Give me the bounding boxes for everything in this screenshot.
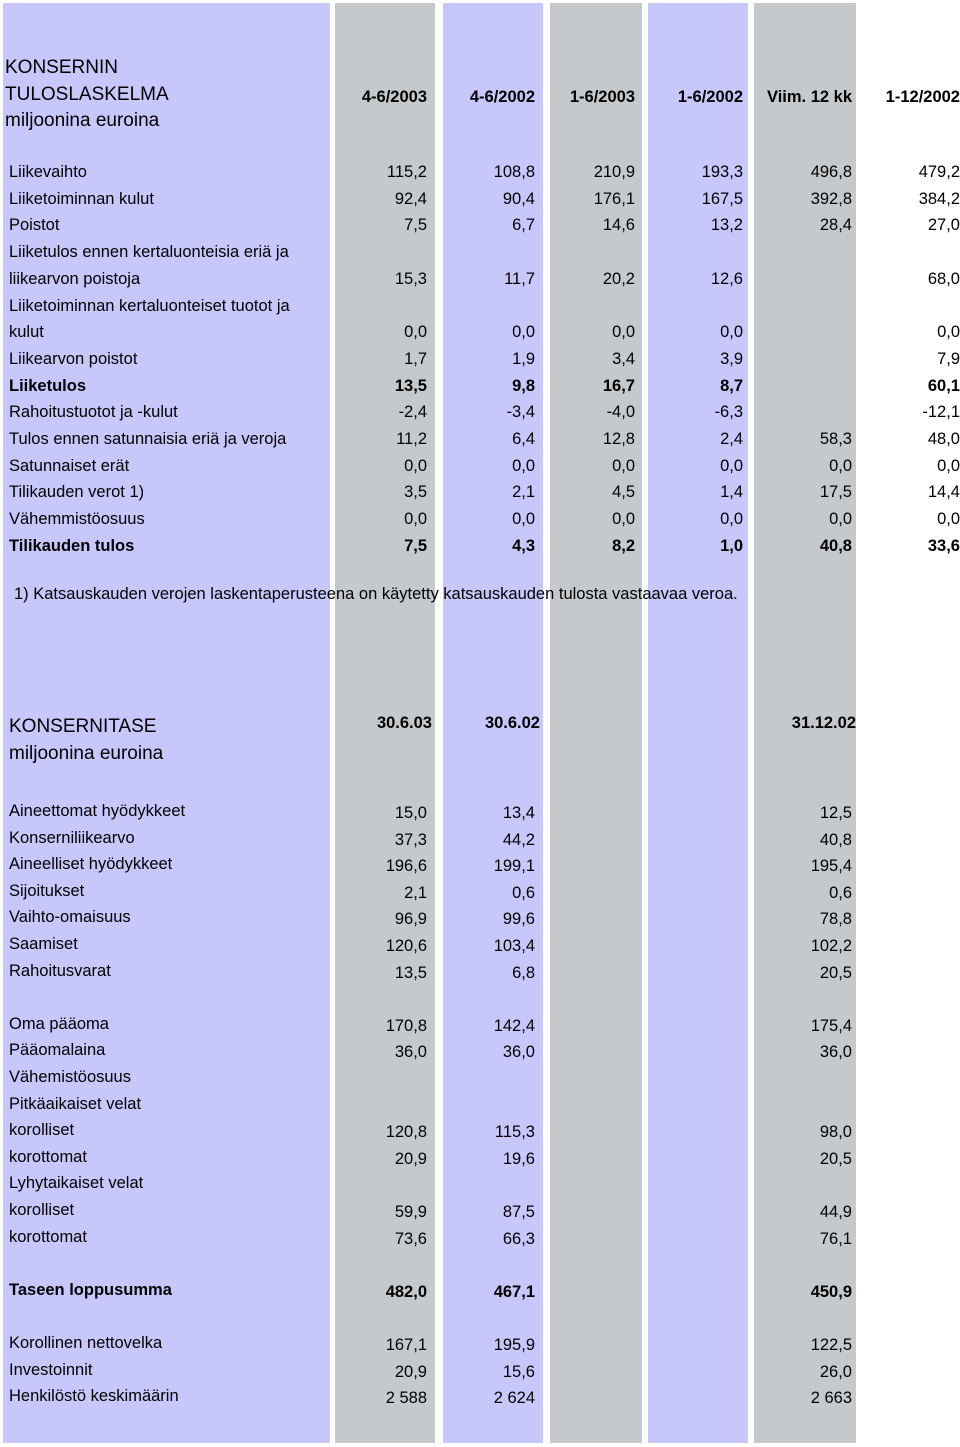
balance-cell: 195,9: [493, 1336, 535, 1354]
balance-cell: 36,0: [502, 1043, 535, 1061]
balance-row-label: Henkilöstö keskimäärin: [9, 1387, 179, 1405]
balance-title: KONSERNITASE: [9, 716, 157, 737]
income-title-line1: KONSERNIN: [5, 57, 118, 78]
income-cell: 2,1: [512, 483, 535, 501]
income-cell: 392,8: [810, 190, 852, 208]
income-cell: 3,9: [720, 350, 743, 368]
balance-cell: 2 663: [810, 1389, 852, 1407]
balance-cell: 15,0: [394, 804, 427, 822]
balance-cell: 13,4: [502, 804, 535, 822]
balance-cell: 12,5: [819, 804, 852, 822]
balance-row-label: Saamiset: [9, 935, 78, 953]
balance-cell: 26,0: [819, 1363, 852, 1381]
income-cell: 0,0: [829, 510, 852, 528]
income-cell: 12,8: [602, 430, 635, 448]
income-row-label: Liiketoiminnan kulut: [9, 190, 154, 208]
income-cell: 0,0: [937, 510, 960, 528]
balance-row-label: Vähemistöosuus: [9, 1068, 131, 1086]
balance-row-label: Sijoitukset: [9, 882, 85, 900]
income-row-label: Vähemmistöosuus: [9, 510, 145, 528]
income-cell: 58,3: [819, 430, 852, 448]
balance-row-label: Rahoitusvarat: [9, 962, 111, 980]
income-cell: -3,4: [506, 403, 535, 421]
income-cell: 0,0: [404, 323, 427, 341]
balance-row-label: Pitkäaikaiset velat: [9, 1095, 142, 1113]
income-row-label: Tilikauden verot 1): [9, 483, 145, 501]
balance-row-label: korolliset: [9, 1121, 75, 1139]
income-row-label: Liiketoiminnan kertaluonteiset tuotot ja: [9, 297, 290, 315]
income-cell: 27,0: [927, 216, 960, 234]
income-cell: 9,8: [512, 377, 535, 395]
balance-col-header: 31.12.02: [791, 714, 856, 732]
balance-cell: 13,5: [394, 964, 427, 982]
income-row-label: Tilikauden tulos: [9, 537, 135, 555]
income-unit: miljoonina euroina: [5, 110, 160, 131]
balance-cell: 99,6: [502, 910, 535, 928]
income-cell: 6,7: [512, 216, 535, 234]
income-cell: 8,7: [720, 377, 743, 395]
balance-cell: 40,8: [819, 831, 852, 849]
income-cell: 7,5: [404, 216, 427, 234]
balance-cell: 87,5: [502, 1203, 535, 1221]
income-cell: 0,0: [612, 323, 635, 341]
income-cell: 15,3: [394, 270, 427, 288]
balance-cell: 142,4: [493, 1017, 535, 1035]
income-cell: 1,0: [720, 537, 743, 555]
income-cell: 40,8: [819, 537, 852, 555]
income-cell: 11,7: [504, 270, 535, 288]
balance-row-label: Vaihto-omaisuus: [9, 908, 131, 926]
income-cell: 384,2: [918, 190, 960, 208]
income-cell: 0,0: [512, 323, 535, 341]
balance-cell: 20,9: [394, 1150, 427, 1168]
balance-cell: 122,5: [810, 1336, 852, 1354]
balance-cell: 0,6: [512, 884, 535, 902]
income-cell: 92,4: [394, 190, 427, 208]
balance-cell: 44,2: [502, 831, 535, 849]
income-col-header: 1-6/2003: [569, 88, 635, 106]
income-row-label: Liiketulos ennen kertaluonteisia eriä ja: [9, 243, 289, 261]
income-cell: 0,0: [612, 510, 635, 528]
balance-cell: 2,1: [404, 884, 427, 902]
income-cell: 167,5: [701, 190, 743, 208]
balance-cell: 59,9: [394, 1203, 427, 1221]
income-footnote: 1) Katsauskauden verojen laskentaperusteena on käytetty katsauskauden tulosta vastaavaa veroa.: [14, 585, 738, 603]
income-cell: 1,9: [512, 350, 535, 368]
income-cell: 115,2: [386, 163, 427, 181]
income-cell: 7,9: [937, 350, 960, 368]
balance-cell: 15,6: [502, 1363, 535, 1381]
income-cell: 60,1: [927, 377, 960, 395]
balance-cell: 196,6: [385, 857, 427, 875]
income-cell: -4,0: [606, 403, 635, 421]
balance-row-label: Aineettomat hyödykkeet: [9, 802, 186, 820]
income-cell: 193,3: [701, 163, 743, 181]
balance-cell: 73,6: [394, 1230, 427, 1248]
balance-cell: 175,4: [810, 1017, 852, 1035]
income-col-header: 1-6/2002: [677, 88, 743, 106]
income-cell: 0,0: [612, 457, 635, 475]
balance-cell: 195,4: [810, 857, 852, 875]
income-cell: 90,4: [502, 190, 535, 208]
balance-cell: 76,1: [819, 1230, 852, 1248]
balance-cell: 20,5: [819, 964, 852, 982]
income-cell: 0,0: [404, 457, 427, 475]
income-cell: 496,8: [810, 163, 852, 181]
income-cell: 0,0: [829, 457, 852, 475]
income-row-label: Satunnaiset erät: [9, 457, 130, 475]
income-cell: 17,5: [819, 483, 852, 501]
income-cell: 0,0: [937, 323, 960, 341]
income-cell: 6,4: [512, 430, 535, 448]
income-cell: 7,5: [404, 537, 427, 555]
income-row-label: liikearvon poistoja: [9, 270, 141, 288]
income-cell: 0,0: [404, 510, 427, 528]
income-cell: 479,2: [918, 163, 960, 181]
income-cell: 1,7: [404, 350, 427, 368]
balance-cell: 115,3: [494, 1123, 535, 1141]
income-cell: 16,7: [602, 377, 635, 395]
balance-cell: 78,8: [819, 910, 852, 928]
income-cell: -6,3: [714, 403, 743, 421]
income-cell: 3,4: [612, 350, 635, 368]
income-cell: 13,2: [710, 216, 743, 234]
balance-row-label: Pääomalaina: [9, 1041, 106, 1059]
income-cell: 11,2: [396, 430, 427, 448]
balance-row-label: Lyhytaikaiset velat: [9, 1174, 144, 1192]
income-cell: -12,1: [922, 403, 960, 421]
income-cell: 108,8: [493, 163, 535, 181]
balance-cell: 20,5: [819, 1150, 852, 1168]
income-row-label: Liikearvon poistot: [9, 350, 138, 368]
income-cell: 210,9: [593, 163, 635, 181]
income-row-label: Liikevaihto: [9, 163, 87, 181]
income-cell: 0,0: [512, 457, 535, 475]
balance-cell: 0,6: [829, 884, 852, 902]
balance-unit: miljoonina euroina: [9, 743, 164, 764]
income-cell: 0,0: [720, 323, 743, 341]
balance-cell: 98,0: [819, 1123, 852, 1141]
income-cell: 0,0: [512, 510, 535, 528]
balance-row-label: korolliset: [9, 1201, 75, 1219]
income-cell: 2,4: [720, 430, 743, 448]
income-col-header: 4-6/2002: [469, 88, 535, 106]
balance-col-header: 30.6.02: [484, 714, 540, 732]
balance-cell: 66,3: [502, 1230, 535, 1248]
balance-row-label: Taseen loppusumma: [9, 1281, 172, 1299]
income-cell: 0,0: [720, 510, 743, 528]
income-cell: 176,1: [593, 190, 635, 208]
income-cell: 14,6: [602, 216, 635, 234]
balance-cell: 2 588: [385, 1389, 427, 1407]
balance-cell: 199,1: [493, 857, 535, 875]
income-title-line2: TULOSLASKELMA: [5, 84, 169, 105]
income-cell: 48,0: [927, 430, 960, 448]
balance-cell: 20,9: [394, 1363, 427, 1381]
balance-cell: 120,6: [385, 937, 427, 955]
income-col-header: 4-6/2003: [361, 88, 427, 106]
income-cell: 0,0: [720, 457, 743, 475]
income-cell: 68,0: [927, 270, 960, 288]
income-cell: 3,5: [404, 483, 427, 501]
income-cell: 0,0: [937, 457, 960, 475]
income-col-header: 1-12/2002: [885, 88, 960, 106]
income-cell: 12,6: [710, 270, 743, 288]
balance-cell: 120,8: [385, 1123, 427, 1141]
balance-cell: 19,6: [502, 1150, 535, 1168]
income-col-header: Viim. 12 kk: [766, 88, 852, 106]
income-cell: 13,5: [394, 377, 427, 395]
income-row-label: kulut: [9, 323, 44, 341]
balance-cell: 482,0: [385, 1283, 427, 1301]
balance-cell: 96,9: [394, 910, 427, 928]
income-row-label: Poistot: [9, 216, 60, 234]
income-row-label: Rahoitustuotot ja -kulut: [9, 403, 178, 421]
balance-row-label: Korollinen nettovelka: [9, 1334, 163, 1352]
balance-cell: 36,0: [819, 1043, 852, 1061]
balance-row-label: korottomat: [9, 1148, 87, 1166]
balance-cell: 467,1: [493, 1283, 535, 1301]
balance-cell: 37,3: [394, 831, 427, 849]
income-cell: 20,2: [602, 270, 635, 288]
balance-col-header: 30.6.03: [376, 714, 432, 732]
balance-cell: 102,2: [810, 937, 852, 955]
balance-row-label: korottomat: [9, 1228, 87, 1246]
balance-cell: 167,1: [385, 1336, 427, 1354]
income-cell: 1,4: [720, 483, 743, 501]
balance-cell: 450,9: [810, 1283, 852, 1301]
income-row-label: Tulos ennen satunnaisia eriä ja veroja: [9, 430, 287, 448]
balance-cell: 44,9: [819, 1203, 852, 1221]
balance-cell: 36,0: [394, 1043, 427, 1061]
balance-row-label: Investoinnit: [9, 1361, 93, 1379]
balance-row-label: Oma pääoma: [9, 1015, 109, 1033]
balance-cell: 6,8: [512, 964, 535, 982]
income-cell: 4,3: [512, 537, 535, 555]
income-cell: 4,5: [612, 483, 635, 501]
balance-cell: 170,8: [385, 1017, 427, 1035]
income-cell: 8,2: [612, 537, 635, 555]
income-row-label: Liiketulos: [9, 377, 87, 395]
income-cell: -2,4: [398, 403, 427, 421]
income-cell: 28,4: [819, 216, 852, 234]
balance-row-label: Konserniliikearvo: [9, 829, 135, 847]
income-cell: 33,6: [927, 537, 960, 555]
balance-row-label: Aineelliset hyödykkeet: [9, 855, 173, 873]
balance-cell: 103,4: [493, 937, 535, 955]
balance-cell: 2 624: [493, 1389, 535, 1407]
income-cell: 14,4: [927, 483, 960, 501]
